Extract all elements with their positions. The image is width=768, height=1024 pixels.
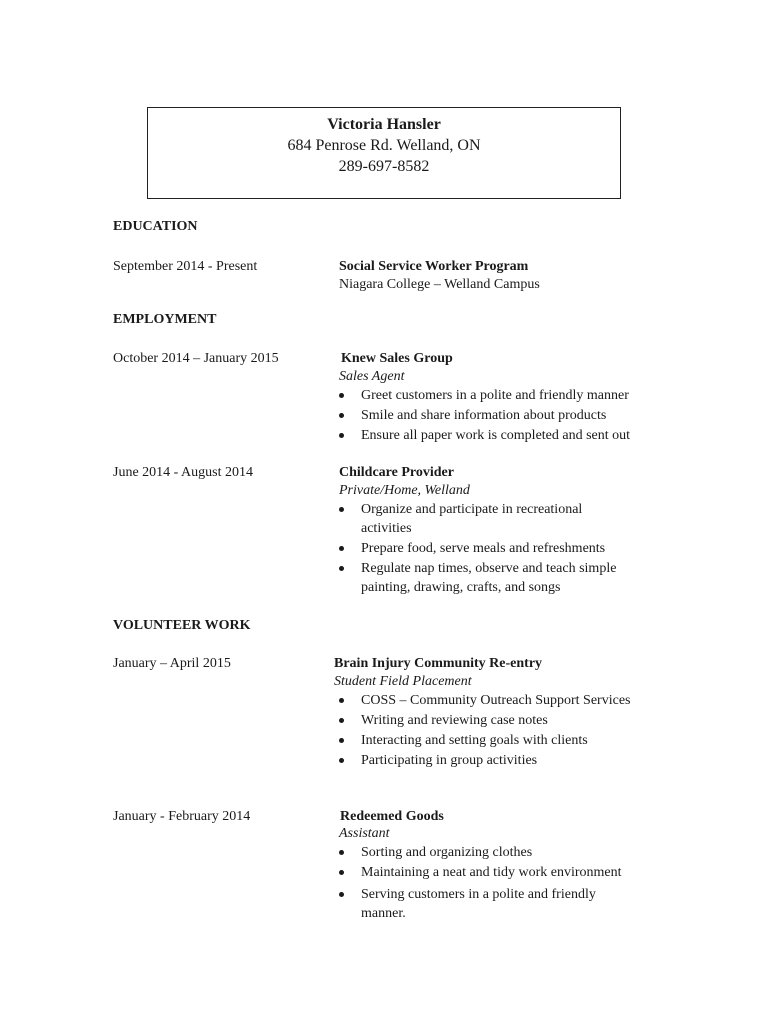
list-item: Maintaining a neat and tidy work environment <box>337 863 637 882</box>
education-program-title: Social Service Worker Program <box>339 259 529 274</box>
bullet-icon <box>339 546 344 551</box>
bullet-icon <box>339 698 344 703</box>
employment-2-date: June 2014 - August 2014 <box>113 465 253 480</box>
volunteer-heading: VOLUNTEER WORK <box>113 618 251 633</box>
employment-1-duties <box>337 386 667 446</box>
bullet-icon <box>339 393 344 398</box>
employment-2-role: Private/Home, Welland <box>339 483 470 498</box>
bullet-icon <box>339 718 344 723</box>
list-item: Organize and participate in recreational activities <box>337 500 622 538</box>
list-item: Greet customers in a polite and friendly manner <box>337 386 667 405</box>
bullet-icon <box>339 738 344 743</box>
list-item: Serving customers in a polite and friendly manner. <box>337 885 637 923</box>
volunteer-2-role: Assistant <box>339 826 390 841</box>
applicant-name: Victoria Hansler <box>327 116 441 133</box>
list-item: Participating in group activities <box>337 751 667 770</box>
list-item: Sorting and organizing clothes <box>337 843 637 862</box>
bullet-icon <box>339 507 344 512</box>
employment-heading: EMPLOYMENT <box>113 312 217 327</box>
volunteer-2-date: January - February 2014 <box>113 809 251 824</box>
employment-2-duties <box>337 500 622 598</box>
education-date: September 2014 - Present <box>113 259 258 274</box>
list-item: Ensure all paper work is completed and sent out <box>337 426 667 445</box>
volunteer-1-title: Brain Injury Community Re-entry <box>334 656 543 671</box>
bullet-icon <box>339 433 344 438</box>
bullet-icon <box>339 892 344 897</box>
employment-2-title: Childcare Provider <box>339 465 454 480</box>
bullet-icon <box>339 566 344 571</box>
education-heading: EDUCATION <box>113 219 198 234</box>
list-item: Smile and share information about products <box>337 406 667 425</box>
employment-1-date: October 2014 – January 2015 <box>113 351 279 366</box>
contact-header-box <box>147 107 621 199</box>
list-item: COSS – Community Outreach Support Services <box>337 691 667 710</box>
list-item: Prepare food, serve meals and refreshments <box>337 539 622 558</box>
list-item: Interacting and setting goals with clients <box>337 731 667 750</box>
volunteer-1-date: January – April 2015 <box>113 656 231 671</box>
employment-1-title: Knew Sales Group <box>341 351 453 366</box>
volunteer-2-duties <box>337 843 637 924</box>
volunteer-1-role: Student Field Placement <box>334 674 472 689</box>
employment-1-role: Sales Agent <box>339 369 405 384</box>
bullet-icon <box>339 758 344 763</box>
bullet-icon <box>339 413 344 418</box>
list-item: Regulate nap times, observe and teach simple painting, drawing, crafts, and songs <box>337 559 622 597</box>
volunteer-1-duties <box>337 691 667 771</box>
bullet-icon <box>339 870 344 875</box>
list-item: Writing and reviewing case notes <box>337 711 667 730</box>
bullet-icon <box>339 850 344 855</box>
education-institution: Niagara College – Welland Campus <box>339 277 540 292</box>
applicant-phone: 289-697-8582 <box>338 158 430 175</box>
applicant-address: 684 Penrose Rd. Welland, ON <box>287 137 481 154</box>
volunteer-2-title: Redeemed Goods <box>340 809 444 824</box>
